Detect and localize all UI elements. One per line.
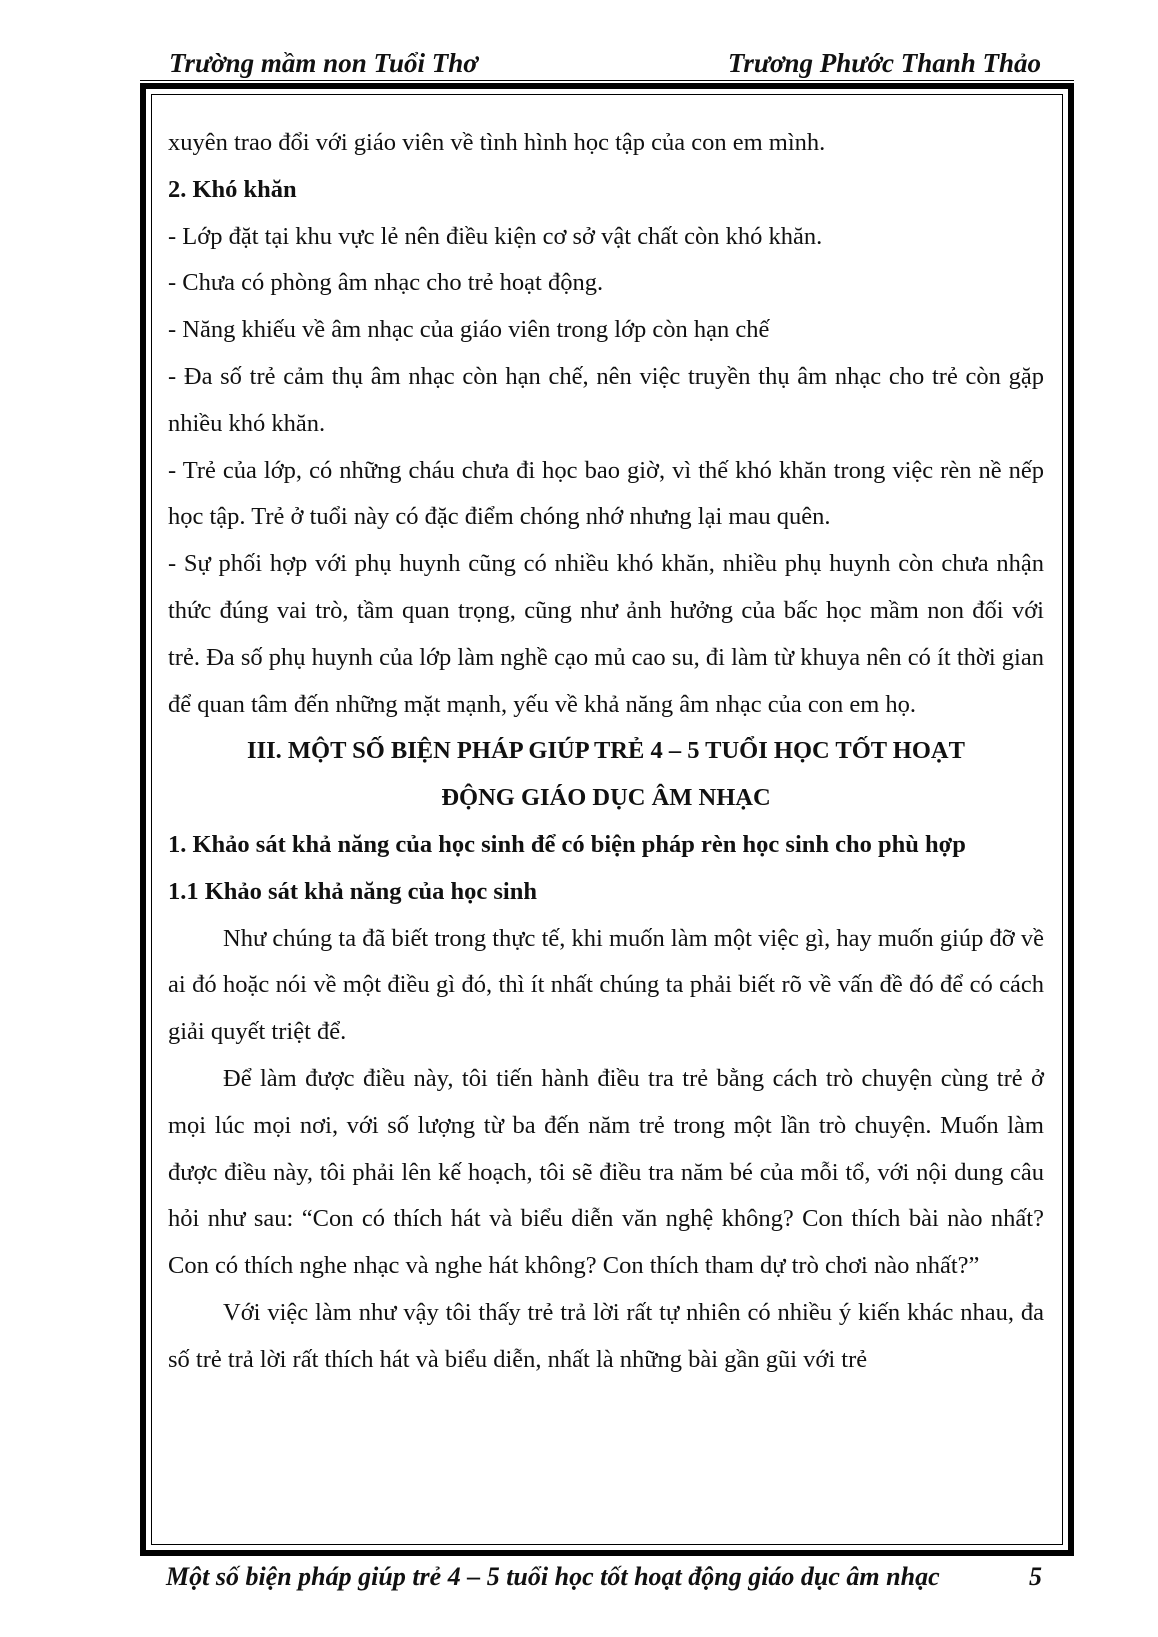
paragraph-1: Như chúng ta đã biết trong thực tế, khi muốn làm một việc gì, hay muốn giúp đỡ về ai đó hoặc nói về một điều gì đó, thì ít nhất chúng ta phải biết rõ về vấn đề đó để có cách giải quyết triệt để. — [168, 924, 1044, 1046]
header-school: Trường mầm non Tuổi Thơ — [169, 48, 478, 78]
footer — [166, 1562, 1042, 1592]
page-content — [168, 120, 1044, 1384]
heading-difficulties: 2. Khó khăn — [168, 175, 297, 203]
header-author: Trương Phước Thanh Thảo — [727, 48, 1041, 78]
difficulty-item-6: - Sự phối hợp với phụ huynh cũng có nhiều khó khăn, nhiều phụ huynh còn chưa nhận thức đúng vai trò, tầm quan trọng, cũng như ảnh hưởng của bấc học mầm non đối với trẻ. Đa số phụ huynh của lớp làm nghề cạo mủ cao su, đi làm từ khuya nên có ít thời gian để quan tâm đến những mặt mạnh, yếu về khả năng âm nhạc của con em họ. — [168, 550, 1044, 718]
page-number: 5 — [1029, 1562, 1042, 1591]
section-heading-line-2: ĐỘNG GIÁO DỤC ÂM NHẠC — [441, 784, 771, 812]
difficulty-item-2: - Chưa có phòng âm nhạc cho trẻ hoạt động. — [168, 269, 604, 297]
difficulty-item-4: - Đa số trẻ cảm thụ âm nhạc còn hạn chế, nên việc truyền thụ âm nhạc cho trẻ còn gặp nhiều khó khăn. — [168, 362, 1044, 437]
heading-survey-1-1: 1.1 Khảo sát khả năng của học sinh — [168, 877, 537, 905]
difficulty-item-1: - Lớp đặt tại khu vực lẻ nên điều kiện cơ sở vật chất còn khó khăn. — [168, 222, 823, 250]
paragraph-continuation: xuyên trao đổi với giáo viên về tình hình học tập của con em mình. — [168, 129, 826, 156]
difficulty-item-5: - Trẻ của lớp, có những cháu chưa đi học bao giờ, vì thế khó khăn trong việc rèn nề nếp học tập. Trẻ ở tuổi này có đặc điểm chóng nhớ nhưng lại mau quên. — [168, 456, 1044, 531]
difficulty-item-3: - Năng khiếu về âm nhạc của giáo viên trong lớp còn hạn chế — [168, 316, 770, 344]
paragraph-2: Để làm được điều này, tôi tiến hành điều tra trẻ bằng cách trò chuyện cùng trẻ ở mọi lúc mọi nơi, với số lượng từ ba đến năm trẻ trong một lần trò chuyện. Muốn làm được điều này, tôi phải lên kế hoạch, tôi sẽ điều tra năm bé của mỗi tổ, với nội dung câu hỏi như sau: “Con có thích hát và biểu diễn văn nghệ không? Con thích bài nào nhất? Con có thích nghe nhạc và nghe hát không? Con thích tham dự trò chơi nào nhất?” — [168, 1064, 1044, 1280]
section-heading-line-1: III. MỘT SỐ BIỆN PHÁP GIÚP TRẺ 4 – 5 TUỔI HỌC TỐT HOẠT — [247, 737, 965, 765]
header-rule — [140, 80, 1074, 81]
paragraph-3: Với việc làm như vậy tôi thấy trẻ trả lời rất tự nhiên có nhiều ý kiến khác nhau, đa số trẻ trả lời rất thích hát và biểu diễn, nhất là những bài gần gũi với trẻ — [168, 1298, 1044, 1373]
footer-title: Một số biện pháp giúp trẻ 4 – 5 tuổi học tốt hoạt động giáo dục âm nhạc — [166, 1562, 940, 1591]
heading-survey: 1. Khảo sát khả năng của học sinh để có biện pháp rèn học sinh cho phù hợp — [168, 830, 966, 858]
